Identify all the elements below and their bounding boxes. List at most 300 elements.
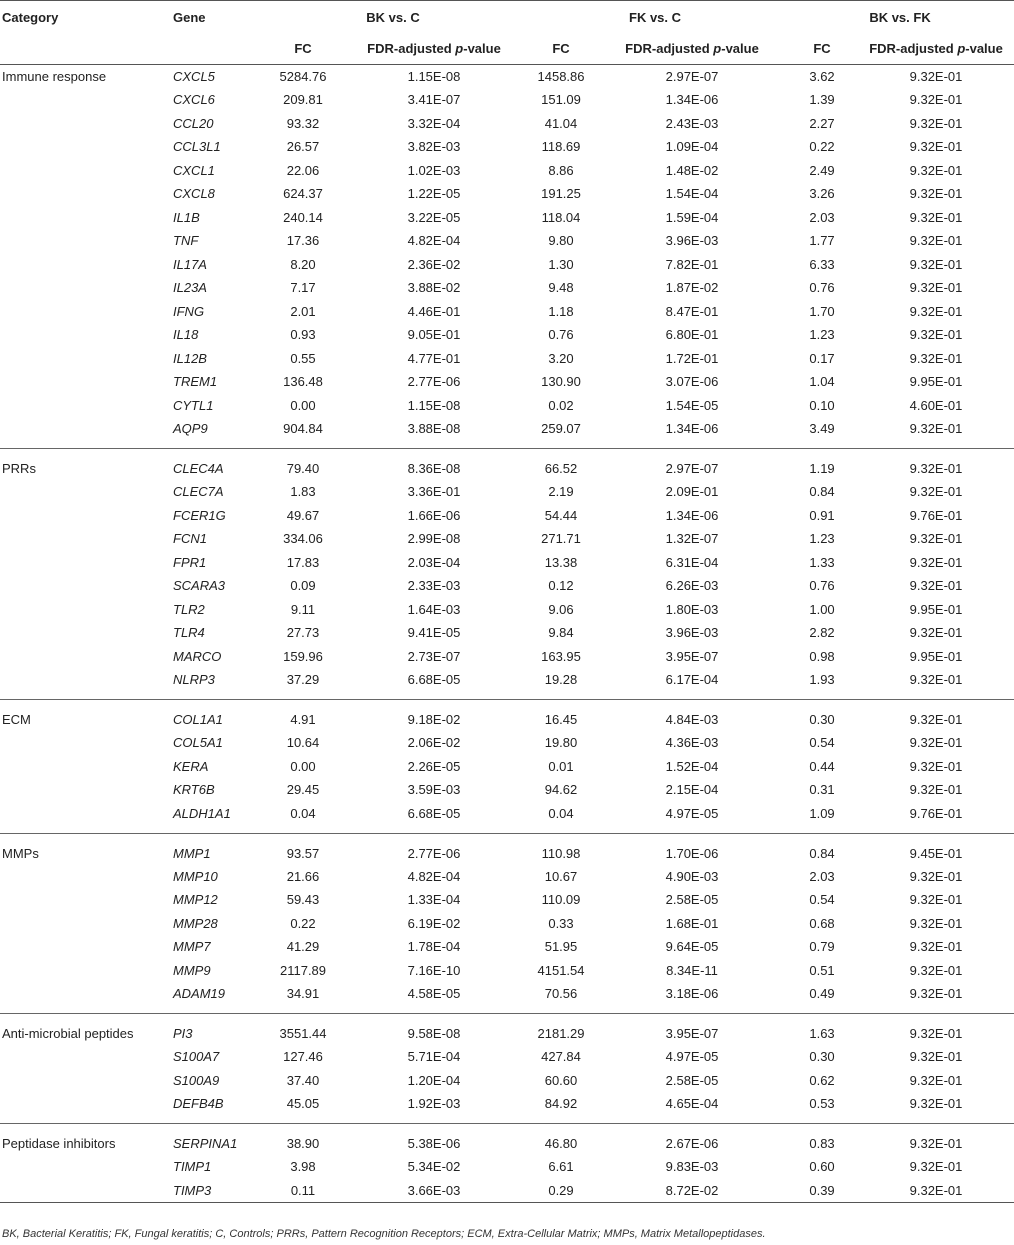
fc-bk-vs-fk: 0.79	[809, 939, 835, 955]
fc-bk-vs-fk: 0.68	[809, 915, 835, 931]
header-row-metrics	[0, 33, 1014, 65]
pvalue-bk-vs-c: 1.15E-08	[407, 397, 461, 413]
table-row	[0, 912, 1014, 936]
pvalue-bk-vs-c: 1.92E-03	[407, 1096, 461, 1111]
fc-bk-vs-c: 0.93	[290, 327, 316, 343]
fc-bk-vs-fk: 0.30	[809, 1049, 835, 1065]
category-cell	[0, 206, 170, 230]
fc-bk-vs-c: 93.32	[286, 115, 320, 131]
table-row	[0, 206, 1014, 230]
gene-cell: IL1B	[173, 209, 200, 225]
pvalue-bk-vs-fk: 9.32E-01	[909, 162, 963, 178]
gene-cell: S100A7	[173, 1049, 220, 1065]
fc-fk-vs-c: 427.84	[541, 1049, 581, 1065]
pvalue-bk-vs-c: 2.73E-07	[407, 648, 461, 664]
category-cell	[0, 276, 170, 300]
gene-cell: MMP7	[173, 939, 211, 955]
fc-bk-vs-c: 59.43	[286, 892, 320, 908]
fc-bk-vs-c: 49.67	[286, 507, 320, 523]
pvalue-bk-vs-fk: 9.32E-01	[909, 303, 963, 319]
pvalue-fk-vs-c: 6.17E-04	[665, 672, 719, 687]
table-row	[0, 1069, 1014, 1093]
pvalue-fk-vs-c: 3.96E-03	[665, 625, 719, 641]
fc-bk-vs-fk: 1.09	[809, 805, 835, 821]
fc-bk-vs-fk: 0.51	[809, 962, 835, 978]
pvalue-bk-vs-c: 5.34E-02	[407, 1159, 461, 1175]
pvalue-bk-vs-fk: 9.32E-01	[909, 578, 963, 594]
table-row	[0, 182, 1014, 206]
pvalue-bk-vs-fk: 9.32E-01	[909, 672, 963, 687]
fc-fk-vs-c: 9.06	[548, 601, 574, 617]
fc-bk-vs-fk: 1.00	[809, 601, 835, 617]
category-cell	[0, 159, 170, 183]
pvalue-fk-vs-c: 6.31E-04	[665, 554, 719, 570]
fc-fk-vs-c: 60.60	[544, 1072, 578, 1088]
fc-fk-vs-c: 110.09	[541, 892, 581, 908]
pvalue-bk-vs-fk: 9.45E-01	[858, 833, 1014, 865]
pvalue-label-suffix: -value	[965, 40, 1003, 56]
fc-bk-vs-c: 22.06	[286, 162, 320, 178]
table-footnote: BK, Bacterial Keratitis; FK, Fungal keratitis; C, Controls; PRRs, Pattern Recognition Receptors; ECM, Extra-Cellular Matrix; MMPs, Matrix Metallopeptidases.	[2, 1228, 766, 1240]
fc-bk-vs-fk: 0.84	[809, 484, 835, 500]
category-cell	[0, 229, 170, 253]
fc-bk-vs-fk: 1.39	[809, 92, 835, 108]
gene-cell: IFNG	[173, 303, 205, 319]
pvalue-fk-vs-c: 8.72E-02	[598, 1179, 786, 1203]
pvalue-fk-vs-c: 2.58E-05	[665, 892, 719, 908]
category-cell	[0, 1045, 170, 1069]
fc-bk-vs-fk: 1.77	[809, 233, 835, 249]
pvalue-fk-vs-c: 4.97E-05	[665, 1049, 719, 1065]
table-row	[0, 935, 1014, 959]
fc-bk-vs-c: 3551.44	[262, 1014, 344, 1046]
fc-bk-vs-fk: 3.26	[809, 186, 835, 202]
fc-fk-vs-c: 46.80	[524, 1124, 598, 1156]
fc-fk-vs-c: 13.38	[544, 554, 578, 570]
gene-cell: CXCL6	[173, 92, 215, 108]
table-row	[0, 645, 1014, 669]
fc-fk-vs-c: 191.25	[541, 186, 581, 202]
pvalue-bk-vs-fk: 9.95E-01	[909, 648, 963, 664]
gene-cell: COL5A1	[173, 735, 223, 751]
fc-fk-vs-c: 118.69	[541, 139, 581, 155]
pvalue-bk-vs-c: 9.58E-08	[344, 1014, 524, 1046]
fc-bk-vs-fk: 2.82	[809, 625, 835, 641]
pvalue-fk-vs-c: 1.87E-02	[665, 280, 719, 296]
table-row	[0, 480, 1014, 504]
fc-bk-vs-fk: 3.62	[809, 69, 835, 84]
fc-bk-vs-c: 5284.76	[279, 69, 327, 84]
pvalue-bk-vs-fk: 9.32E-01	[858, 1014, 1014, 1046]
fc-bk-vs-c: 2.01	[290, 303, 316, 319]
pvalue-bk-vs-c: 6.68E-05	[407, 805, 461, 821]
category-cell: Anti-microbial peptides	[0, 1014, 170, 1046]
gene-cell: MMP28	[173, 915, 218, 931]
table-row	[0, 668, 1014, 700]
pvalue-bk-vs-fk: 9.32E-01	[909, 115, 963, 131]
gene-cell: CLEC4A	[170, 449, 262, 481]
fc-bk-vs-c: 7.17	[290, 280, 316, 296]
pvalue-bk-vs-fk: 9.32E-01	[909, 531, 963, 547]
pvalue-fk-vs-c: 2.15E-04	[665, 782, 719, 798]
fc-bk-vs-c: 1.83	[290, 484, 316, 500]
fc-fk-vs-c: 0.29	[524, 1179, 598, 1203]
pvalue-fk-vs-c: 9.83E-03	[665, 1159, 719, 1175]
pvalue-fk-vs-c: 1.34E-06	[665, 507, 719, 523]
fc-bk-vs-c: 26.57	[286, 139, 320, 155]
table-row	[0, 598, 1014, 622]
table-row	[0, 65, 1014, 89]
pvalue-bk-vs-c: 5.38E-06	[344, 1124, 524, 1156]
table-row	[0, 394, 1014, 418]
header-group-bk-vs-c: BK vs. C	[262, 1, 524, 33]
table-body	[0, 65, 1014, 1203]
fc-bk-vs-fk: 1.70	[809, 303, 835, 319]
pvalue-fk-vs-c: 8.47E-01	[665, 303, 719, 319]
pvalue-bk-vs-c: 1.33E-04	[407, 892, 461, 908]
pvalue-bk-vs-fk: 9.32E-01	[909, 1072, 963, 1088]
pvalue-bk-vs-c: 3.88E-08	[407, 421, 461, 436]
table-row	[0, 574, 1014, 598]
pvalue-bk-vs-fk: 9.32E-01	[909, 735, 963, 751]
category-cell	[0, 347, 170, 371]
table-row	[0, 1092, 1014, 1124]
gene-cell: COL1A1	[170, 700, 262, 732]
pvalue-bk-vs-c: 9.41E-05	[407, 625, 461, 641]
fc-bk-vs-c: 93.57	[262, 833, 344, 865]
fc-bk-vs-fk: 0.10	[809, 397, 835, 413]
fc-bk-vs-fk: 6.33	[809, 256, 835, 272]
category-cell	[0, 778, 170, 802]
fc-bk-vs-fk: 1.19	[786, 449, 858, 481]
pvalue-bk-vs-fk: 9.32E-01	[909, 256, 963, 272]
pvalue-bk-vs-c: 8.36E-08	[344, 449, 524, 481]
category-cell	[0, 912, 170, 936]
fc-fk-vs-c: 271.71	[541, 531, 581, 547]
gene-cell: S100A9	[173, 1072, 220, 1088]
pvalue-fk-vs-c: 1.54E-04	[665, 186, 719, 202]
category-cell	[0, 480, 170, 504]
pvalue-bk-vs-fk: 9.32E-01	[909, 209, 963, 225]
pvalue-bk-vs-c: 3.22E-05	[407, 209, 461, 225]
gene-cell: TNF	[173, 233, 199, 249]
pvalue-bk-vs-c: 1.66E-06	[407, 507, 461, 523]
fc-fk-vs-c: 130.90	[541, 374, 581, 390]
fc-bk-vs-fk: 0.44	[809, 758, 835, 774]
header-blank	[170, 33, 262, 65]
pvalue-bk-vs-c: 4.82E-04	[407, 868, 461, 884]
category-cell: PRRs	[0, 449, 170, 481]
fc-bk-vs-c: 38.90	[262, 1124, 344, 1156]
table-row	[0, 300, 1014, 324]
pvalue-bk-vs-c: 1.64E-03	[407, 601, 461, 617]
header-row-groups	[0, 1, 1014, 33]
pvalue-bk-vs-c: 3.32E-04	[407, 115, 461, 131]
fc-bk-vs-fk: 0.31	[809, 782, 835, 798]
gene-cell: TLR4	[173, 625, 205, 641]
fc-fk-vs-c: 3.20	[548, 350, 574, 366]
pvalue-bk-vs-fk: 9.32E-01	[909, 1049, 963, 1065]
fc-bk-vs-c: 127.46	[283, 1049, 323, 1065]
pvalue-bk-vs-fk: 9.32E-01	[909, 350, 963, 366]
fc-bk-vs-c: 624.37	[283, 186, 323, 202]
pvalue-bk-vs-c: 3.59E-03	[407, 782, 461, 798]
category-cell	[0, 323, 170, 347]
fc-bk-vs-c: 136.48	[283, 374, 323, 390]
fc-bk-vs-c: 0.55	[290, 350, 316, 366]
pvalue-bk-vs-c: 1.02E-03	[407, 162, 461, 178]
fc-bk-vs-fk: 0.49	[809, 986, 835, 1001]
gene-cell: SCARA3	[173, 578, 226, 594]
pvalue-bk-vs-c: 3.82E-03	[407, 139, 461, 155]
category-cell	[0, 574, 170, 598]
pvalue-bk-vs-fk: 9.32E-01	[909, 280, 963, 296]
table-row	[0, 959, 1014, 983]
fc-fk-vs-c: 0.33	[548, 915, 574, 931]
pvalue-bk-vs-c: 3.36E-01	[407, 484, 461, 500]
fc-bk-vs-fk: 0.54	[809, 735, 835, 751]
pvalue-bk-vs-c: 2.77E-06	[344, 833, 524, 865]
gene-cell: TIMP1	[173, 1159, 212, 1175]
pvalue-fk-vs-c: 2.67E-06	[598, 1124, 786, 1156]
pvalue-bk-vs-fk: 9.32E-01	[909, 962, 963, 978]
fc-fk-vs-c: 6.61	[548, 1159, 574, 1175]
pvalue-bk-vs-fk: 9.32E-01	[909, 554, 963, 570]
fc-bk-vs-c: 17.83	[286, 554, 320, 570]
pvalue-bk-vs-fk: 9.76E-01	[909, 805, 963, 821]
pvalue-bk-vs-c: 1.22E-05	[407, 186, 461, 202]
pvalue-bk-vs-c: 9.05E-01	[407, 327, 461, 343]
category-cell: Peptidase inhibitors	[0, 1124, 170, 1156]
gene-cell: FCER1G	[173, 507, 226, 523]
category-cell	[0, 802, 170, 834]
fc-bk-vs-c: 29.45	[286, 782, 320, 798]
fc-fk-vs-c: 163.95	[541, 648, 581, 664]
pvalue-label-prefix: FDR-adjusted	[625, 40, 714, 56]
fc-bk-vs-c: 4.91	[262, 700, 344, 732]
pvalue-bk-vs-c: 3.66E-03	[344, 1179, 524, 1203]
fc-bk-vs-c: 209.81	[283, 92, 323, 108]
pvalue-bk-vs-c: 1.78E-04	[407, 939, 461, 955]
pvalue-fk-vs-c: 1.48E-02	[665, 162, 719, 178]
pvalue-fk-vs-c: 2.09E-01	[665, 484, 719, 500]
fc-fk-vs-c: 1.18	[548, 303, 574, 319]
fc-bk-vs-c: 0.00	[290, 758, 316, 774]
gene-cell: IL23A	[173, 280, 207, 296]
pvalue-label-prefix: FDR-adjusted	[367, 40, 456, 56]
pvalue-bk-vs-fk: 9.32E-01	[909, 69, 963, 84]
gene-cell: KRT6B	[173, 782, 215, 798]
fc-fk-vs-c: 9.48	[548, 280, 574, 296]
pvalue-fk-vs-c: 7.82E-01	[665, 256, 719, 272]
pvalue-label-p: p	[713, 40, 722, 56]
pvalue-label-suffix: -value	[463, 40, 501, 56]
fc-fk-vs-c: 0.01	[548, 758, 574, 774]
pvalue-fk-vs-c: 4.65E-04	[665, 1096, 719, 1111]
fc-bk-vs-c: 37.40	[286, 1072, 320, 1088]
pvalue-bk-vs-c: 2.33E-03	[407, 578, 461, 594]
pvalue-bk-vs-c: 2.36E-02	[407, 256, 461, 272]
gene-cell: MMP10	[173, 868, 218, 884]
table-row	[0, 417, 1014, 449]
fc-bk-vs-c: 79.40	[262, 449, 344, 481]
gene-cell: CCL3L1	[173, 139, 221, 155]
fc-fk-vs-c: 10.67	[544, 868, 578, 884]
pvalue-bk-vs-fk: 9.32E-01	[909, 139, 963, 155]
fc-fk-vs-c: 19.80	[544, 735, 578, 751]
gene-cell: SERPINA1	[170, 1124, 262, 1156]
pvalue-label-prefix: FDR-adjusted	[869, 40, 958, 56]
fc-bk-vs-c: 904.84	[283, 421, 323, 436]
gene-cell: CCL20	[173, 115, 214, 131]
pvalue-bk-vs-fk: 9.95E-01	[909, 601, 963, 617]
fc-bk-vs-c: 0.09	[290, 578, 316, 594]
fc-bk-vs-fk: 1.63	[786, 1014, 858, 1046]
pvalue-bk-vs-c: 6.68E-05	[407, 672, 461, 687]
category-cell	[0, 982, 170, 1014]
pvalue-label-suffix: -value	[721, 40, 759, 56]
header-fc: FC	[524, 33, 598, 65]
category-cell: MMPs	[0, 833, 170, 865]
fc-bk-vs-fk: 1.33	[809, 554, 835, 570]
category-cell	[0, 394, 170, 418]
pvalue-bk-vs-c: 9.18E-02	[344, 700, 524, 732]
header-group-fk-vs-c: FK vs. C	[524, 1, 786, 33]
fc-fk-vs-c: 8.86	[548, 162, 574, 178]
pvalue-fk-vs-c: 6.26E-03	[665, 578, 719, 594]
pvalue-fk-vs-c: 3.18E-06	[665, 986, 719, 1001]
pvalue-bk-vs-fk: 9.32E-01	[909, 868, 963, 884]
pvalue-bk-vs-fk: 9.32E-01	[909, 186, 963, 202]
fc-bk-vs-fk: 1.23	[809, 327, 835, 343]
fc-bk-vs-fk: 0.53	[809, 1096, 835, 1111]
pvalue-fk-vs-c: 1.34E-06	[665, 92, 719, 108]
table-row	[0, 865, 1014, 889]
fc-bk-vs-fk: 2.49	[809, 162, 835, 178]
pvalue-bk-vs-c: 2.06E-02	[407, 735, 461, 751]
category-cell	[0, 135, 170, 159]
pvalue-fk-vs-c: 3.95E-07	[665, 648, 719, 664]
pvalue-bk-vs-c: 4.46E-01	[407, 303, 461, 319]
fc-bk-vs-fk: 0.83	[786, 1124, 858, 1156]
fc-bk-vs-c: 3.98	[290, 1159, 316, 1175]
fc-fk-vs-c: 0.12	[548, 578, 574, 594]
pvalue-bk-vs-fk: 9.32E-01	[909, 986, 963, 1001]
pvalue-bk-vs-fk: 9.32E-01	[909, 92, 963, 108]
fc-bk-vs-c: 21.66	[286, 868, 320, 884]
table-row	[0, 1179, 1014, 1203]
fc-bk-vs-fk: 1.04	[809, 374, 835, 390]
pvalue-label-p: p	[455, 40, 464, 56]
table-row	[0, 982, 1014, 1014]
pvalue-bk-vs-fk: 9.32E-01	[909, 421, 963, 436]
gene-cell: CLEC7A	[173, 484, 224, 500]
pvalue-bk-vs-fk: 4.60E-01	[909, 397, 963, 413]
fc-bk-vs-fk: 0.22	[809, 139, 835, 155]
gene-cell: ALDH1A1	[173, 805, 231, 821]
fc-bk-vs-fk: 0.62	[809, 1072, 835, 1088]
table-row	[0, 1014, 1014, 1046]
header-fc: FC	[786, 33, 858, 65]
table-row	[0, 229, 1014, 253]
pvalue-fk-vs-c: 3.07E-06	[665, 374, 719, 390]
gene-cell: MMP1	[170, 833, 262, 865]
fc-bk-vs-fk: 0.54	[809, 892, 835, 908]
category-cell	[0, 370, 170, 394]
pvalue-bk-vs-c: 4.82E-04	[407, 233, 461, 249]
fc-fk-vs-c: 110.98	[524, 833, 598, 865]
pvalue-bk-vs-fk: 9.32E-01	[909, 625, 963, 641]
table-row	[0, 449, 1014, 481]
fc-bk-vs-c: 8.20	[290, 256, 316, 272]
pvalue-bk-vs-c: 2.77E-06	[407, 374, 461, 390]
category-cell	[0, 1092, 170, 1124]
pvalue-label-p: p	[957, 40, 966, 56]
pvalue-bk-vs-c: 4.58E-05	[407, 986, 461, 1001]
fc-bk-vs-fk: 0.30	[786, 700, 858, 732]
fc-bk-vs-c: 0.04	[290, 805, 316, 821]
table-row	[0, 621, 1014, 645]
table-row	[0, 1045, 1014, 1069]
pvalue-fk-vs-c: 2.43E-03	[665, 115, 719, 131]
pvalue-fk-vs-c: 2.97E-07	[598, 449, 786, 481]
pvalue-bk-vs-fk: 9.32E-01	[858, 449, 1014, 481]
gene-cell: PI3	[170, 1014, 262, 1046]
fc-bk-vs-fk: 0.98	[809, 648, 835, 664]
fc-fk-vs-c: 94.62	[544, 782, 578, 798]
pvalue-fk-vs-c: 1.59E-04	[665, 209, 719, 225]
fc-fk-vs-c: 19.28	[544, 672, 578, 687]
category-cell	[0, 598, 170, 622]
category-cell	[0, 888, 170, 912]
fc-fk-vs-c: 0.02	[548, 397, 574, 413]
gene-cell: CYTL1	[173, 397, 214, 413]
category-cell	[0, 755, 170, 779]
category-cell	[0, 527, 170, 551]
gene-cell: IL12B	[173, 350, 207, 366]
category-cell	[0, 1155, 170, 1179]
pvalue-bk-vs-fk: 9.76E-01	[909, 507, 963, 523]
pvalue-bk-vs-fk: 9.32E-01	[909, 939, 963, 955]
pvalue-fk-vs-c: 1.70E-06	[598, 833, 786, 865]
header-pvalue	[858, 33, 1014, 65]
pvalue-bk-vs-c: 6.19E-02	[407, 915, 461, 931]
gene-cell: ADAM19	[173, 986, 226, 1001]
pvalue-fk-vs-c: 9.64E-05	[665, 939, 719, 955]
fc-fk-vs-c: 54.44	[544, 507, 578, 523]
pvalue-fk-vs-c: 3.95E-07	[598, 1014, 786, 1046]
fc-fk-vs-c: 41.04	[544, 115, 578, 131]
fc-fk-vs-c: 0.04	[548, 805, 574, 821]
fc-bk-vs-fk: 0.39	[786, 1179, 858, 1203]
gene-cell: MMP9	[173, 962, 211, 978]
table-row	[0, 88, 1014, 112]
pvalue-bk-vs-fk: 9.32E-01	[909, 892, 963, 908]
gene-cell: NLRP3	[173, 672, 215, 687]
fc-bk-vs-c: 27.73	[286, 625, 320, 641]
fc-bk-vs-fk: 0.76	[809, 280, 835, 296]
category-cell	[0, 731, 170, 755]
table-row	[0, 135, 1014, 159]
category-cell	[0, 112, 170, 136]
pvalue-bk-vs-fk: 9.32E-01	[909, 915, 963, 931]
fc-bk-vs-fk: 0.84	[786, 833, 858, 865]
fc-bk-vs-c: 37.29	[286, 672, 320, 687]
category-cell: Immune response	[2, 69, 107, 84]
fc-bk-vs-c: 159.96	[283, 648, 323, 664]
fc-bk-vs-c: 334.06	[283, 531, 323, 547]
fc-bk-vs-fk: 1.23	[809, 531, 835, 547]
